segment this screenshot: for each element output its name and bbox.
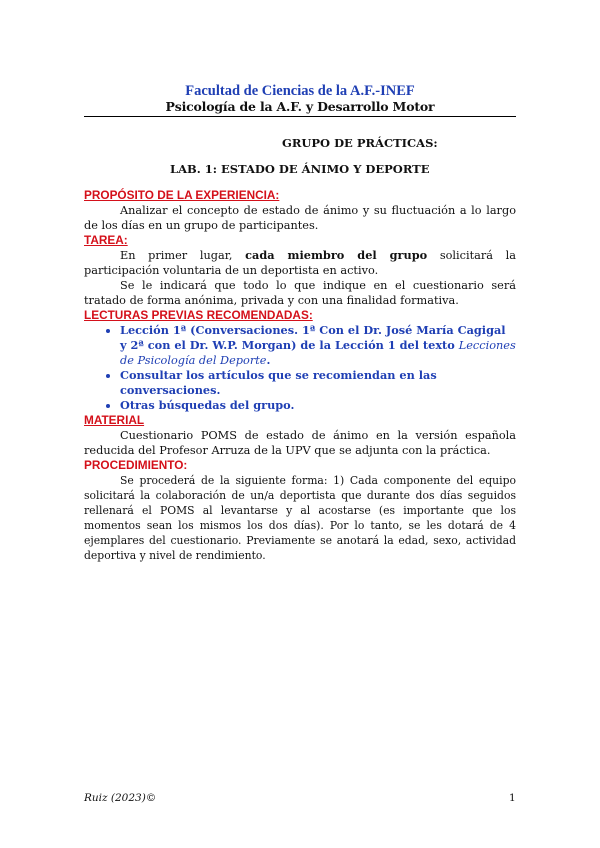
tarea-p1-post: solicitará la participación voluntaria de un deportista en activo. bbox=[84, 249, 516, 277]
material-heading: MATERIAL bbox=[84, 413, 145, 427]
group-heading: GRUPO DE PRÁCTICAS: bbox=[282, 136, 438, 150]
procedimiento-heading: PROCEDIMIENTO: bbox=[84, 458, 188, 472]
tarea-p1-pre: En primer lugar, bbox=[120, 249, 246, 262]
lecturas-item-1-end: . bbox=[266, 353, 271, 367]
header-divider bbox=[84, 116, 516, 117]
proposito-text: Analizar el concepto de estado de ánimo y su fluctuación a lo largo de los días en un grupo de participantes. bbox=[84, 204, 516, 232]
proposito-heading: PROPÓSITO DE LA EXPERIENCIA: bbox=[84, 188, 280, 202]
tarea-p1-bold: cada miembro del grupo bbox=[245, 248, 428, 262]
tarea-heading: TAREA: bbox=[84, 233, 128, 247]
lecturas-heading: LECTURAS PREVIAS RECOMENDADAS: bbox=[84, 308, 313, 322]
lecturas-item-2: • Consultar los artículos que se recomiendan en las conversaciones. bbox=[120, 368, 516, 398]
lecturas-list bbox=[84, 323, 516, 413]
material-text: Cuestionario POMS de estado de ánimo en la versión española reducida del Profesor Arruza de la UPV que se adjunta con la práctica. bbox=[84, 429, 516, 457]
procedimiento-text: Se procederá de la siguiente forma: 1) Cada componente del equipo solicitará la colaboración de un/a deportista que durante dos días seguidos rellenará el POMS al levantarse y al acostarse (es importante que los momentos sean los mismos los dos días). Por lo tanto, se les dotará de 4 ejemplares del cuestionario. Previamente se anotará la edad, sexo, actividad deportiva y nivel de rendimiento. bbox=[84, 474, 516, 562]
lecturas-item-1 bbox=[120, 323, 516, 368]
page-number: 1 bbox=[509, 792, 516, 804]
footer-author: Ruiz (2023)© bbox=[84, 792, 157, 804]
document-body bbox=[84, 188, 516, 563]
faculty-title: Facultad de Ciencias de la A.F.-INEF bbox=[185, 83, 415, 99]
course-subtitle: Psicología de la A.F. y Desarrollo Motor bbox=[165, 99, 435, 114]
lecturas-item-1-main: Lección 1ª (Conversaciones. 1ª Con el Dr. José María Cagigal y 2ª con el Dr. W.P. Morgan) de la Lección 1 del texto bbox=[120, 323, 506, 352]
lecturas-item-1-book: Lecciones de Psicología del Deporte bbox=[120, 339, 516, 367]
lecturas-item-3: • Otras búsquedas del grupo. bbox=[120, 398, 516, 413]
tarea-paragraph-2: Se le indicará que todo lo que indique en el cuestionario será tratado de forma anónima, privada y con una finalidad formativa. bbox=[84, 279, 516, 307]
lab-title: LAB. 1: ESTADO DE ÁNIMO Y DEPORTE bbox=[170, 162, 430, 176]
tarea-paragraph-1 bbox=[84, 248, 516, 278]
